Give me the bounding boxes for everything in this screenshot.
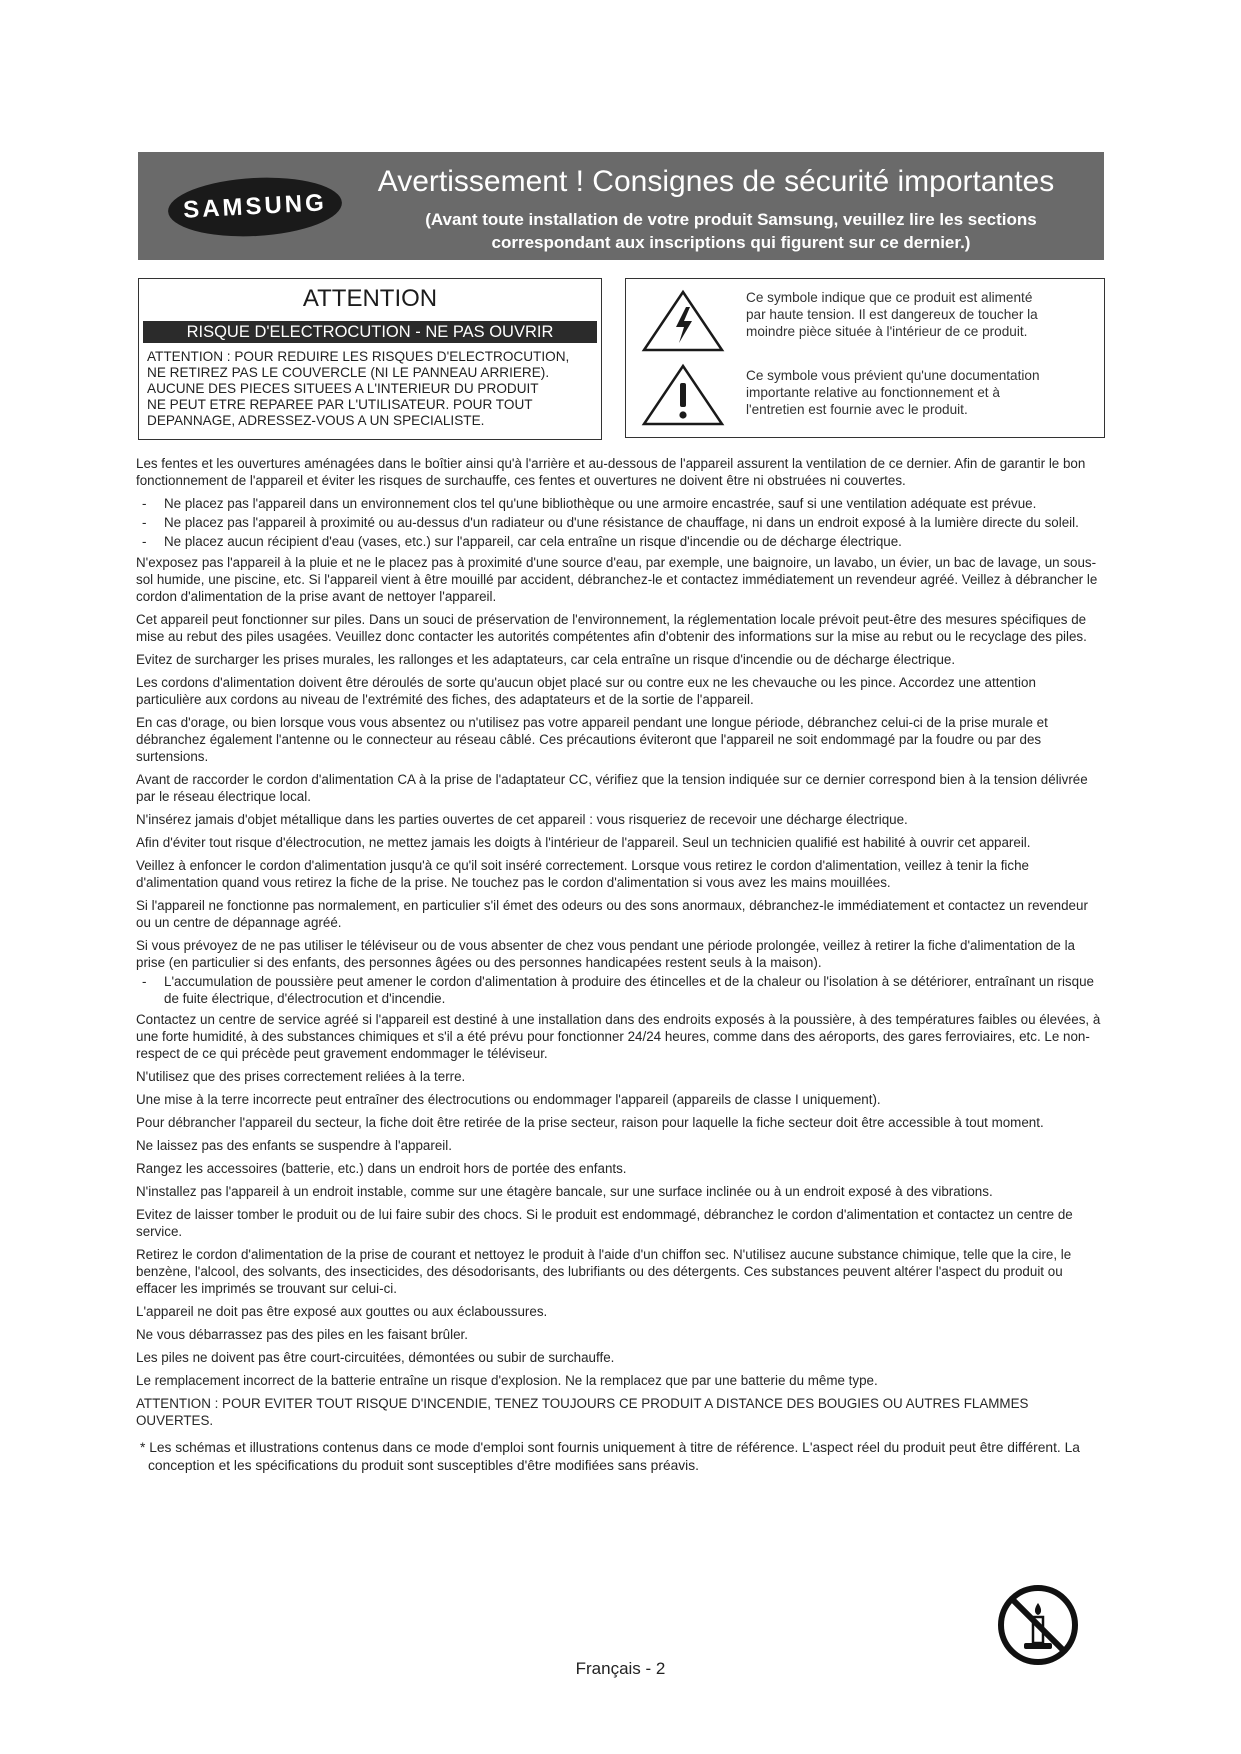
paragraph: Evitez de surcharger les prises murales, les rallonges et les adaptateurs, car cela entraîne un risque d'incendie ou de décharge électrique. xyxy=(136,652,956,667)
paragraph: N'utilisez que des prises correctement reliées à la terre. xyxy=(136,1069,466,1084)
paragraph: Afin d'éviter tout risque d'électrocution, ne mettez jamais les doigts à l'intérieur de l'appareil. Seul un technicien qualifié est habilité à ouvrir cet appareil. xyxy=(136,835,1031,850)
attention-text: ATTENTION : POUR REDUIRE LES RISQUES D'ELECTROCUTION, NE RETIREZ PAS LE COUVERCLE (NI LE PANNEAU ARRIERE). AUCUNE DES PIECES SITUEES A L'INTERIEUR DU PRODUIT NE PEUT ETRE REPAREE PAR L'UTILISATEUR. POUR TOUT DEPANNAGE, ADRESSEZ-VOUS A UN SPECIALISTE. xyxy=(147,349,570,428)
paragraph: En cas d'orage, ou bien lorsque vous vous absentez ou n'utilisez pas votre appareil pendant une longue période, débranchez celui-ci de la prise murale et débranchez également l'antenne ou le connecteur au réseau câblé. Ces précautions éviteront que l'appareil ne soit endommagé par la foudre ou par des surtensions. xyxy=(136,715,1048,764)
paragraph: Les fentes et les ouvertures aménagées dans le boîtier ainsi qu'à l'arrière et au-dessous de l'appareil assurent la ventilation de ce dernier. Afin de garantir le bon fonctionnement de l'appareil et éviter les risques de surchauffe, ces fentes et ouvertures ne doivent être ni obstruées ni couvertes. xyxy=(136,456,1086,488)
paragraph: Si l'appareil ne fonctionne pas normalement, en particulier s'il émet des odeurs ou des sons anormaux, débranchez-le immédiatement et contactez un revendeur ou un centre de dépannage agréé. xyxy=(136,898,1088,930)
attention-box xyxy=(138,278,602,440)
bullet-item: - Ne placez pas l'appareil à proximité ou au-dessus d'un radiateur ou d'une résistance de chauffage, ni dans un endroit exposé à la lumière directe du soleil. xyxy=(136,514,1104,531)
paragraph: Avant de raccorder le cordon d'alimentation CA à la prise de l'adaptateur CC, vérifiez que la tension indiquée sur ce dernier correspond bien à la tension délivrée par le réseau électrique local. xyxy=(136,772,1088,804)
page-subtitle xyxy=(378,208,1084,254)
subtitle-line-2: correspondant aux inscriptions qui figurent sur ce dernier.) xyxy=(491,233,971,252)
page-number: Français - 2 xyxy=(575,1659,666,1678)
subtitle-line-1: (Avant toute installation de votre produit Samsung, veuillez lire les sections xyxy=(425,210,1037,229)
logo-text: SAMSUNG xyxy=(182,189,328,224)
paragraph: L'appareil ne doit pas être exposé aux gouttes ou aux éclaboussures. xyxy=(136,1304,548,1319)
paragraph: Le remplacement incorrect de la batterie entraîne un risque d'explosion. Ne la remplacez que par une batterie du même type. xyxy=(136,1373,878,1388)
attention-title: ATTENTION xyxy=(302,285,438,312)
paragraph: Ne laissez pas des enfants se suspendre à l'appareil. xyxy=(136,1138,452,1153)
paragraph: Les piles ne doivent pas être court-circuitées, démontées ou subir de surchauffe. xyxy=(136,1350,615,1365)
paragraph: Veillez à enfoncer le cordon d'alimentation jusqu'à ce qu'il soit inséré correctement. Lorsque vous retirez le cordon d'alimentation, veillez à tenir la fiche d'alimentation quand vous retirez la fiche de la prise. Ne touchez pas le cordon d'alimentation si vous avez les mains mouillées. xyxy=(136,858,1030,890)
paragraph: Les cordons d'alimentation doivent être déroulés de sorte qu'aucun objet placé sur ou contre eux ne les chevauche ou les pince. Accordez une attention particulière aux cordons au niveau de l'extrémité des fiches, des adaptateurs et de la sortie de l'appareil. xyxy=(136,675,1036,707)
paragraph: Une mise à la terre incorrecte peut entraîner des électrocutions ou endommager l'appareil (appareils de classe I uniquement). xyxy=(136,1092,881,1107)
header-banner xyxy=(138,152,1104,260)
safety-instructions xyxy=(136,455,1104,1481)
paragraph: Ne vous débarrassez pas des piles en les faisant brûler. xyxy=(136,1327,468,1342)
no-candle-icon xyxy=(996,1583,1080,1667)
fire-warning: ATTENTION : POUR EVITER TOUT RISQUE D'INCENDIE, TENEZ TOUJOURS CE PRODUIT A DISTANCE DES BOUGIES OU AUTRES FLAMMES OUVERTES. xyxy=(136,1396,1029,1428)
page-title: Avertissement ! Consignes de sécurité importantes xyxy=(377,165,1055,198)
bullet-item: - L'accumulation de poussière peut amener le cordon d'alimentation à produire des étincelles et de la chaleur ou l'isolation à se détériorer, entraînant un risque de fuite électrique, d'électrocution et d'incendie. xyxy=(136,973,1104,1007)
bullet-item: - Ne placez aucun récipient d'eau (vases, etc.) sur l'appareil, car cela entraîne un risque d'incendie ou de décharge électrique. xyxy=(136,533,1104,550)
paragraph: Contactez un centre de service agréé si l'appareil est destiné à une installation dans des endroits exposés à la poussière, à des températures faibles ou élevées, à une forte humidité, à des substances chimiques et s'il a été prévu pour fonctionner 24/24 heures, comme dans des aéroports, des gares ferroviaires, etc. Le non-respect de ce qui précède peut gravement endommager le téléviseur. xyxy=(136,1012,1101,1061)
paragraph: N'insérez jamais d'objet métallique dans les parties ouvertes de cet appareil : vous risqueriez de recevoir une décharge électrique. xyxy=(136,812,908,827)
bullet-item: - Ne placez pas l'appareil dans un environnement clos tel qu'une bibliothèque ou une armoire encastrée, sauf si une ventilation adéquate est prévue. xyxy=(136,495,1104,512)
paragraph: Pour débrancher l'appareil du secteur, la fiche doit être retirée de la prise secteur, raison pour laquelle la fiche secteur doit être accessible à tout moment. xyxy=(136,1115,1044,1130)
paragraph: Retirez le cordon d'alimentation de la prise de courant et nettoyez le produit à l'aide d'un chiffon sec. N'utilisez aucune substance chimique, telle que la cire, le benzène, l'alcool, des solvants, des insecticides, des désodorisants, des lubrifiants ou des détergents. Ces substances peuvent altérer l'aspect du produit ou effacer les imprimés se trouvant sur celui-ci. xyxy=(136,1247,1072,1296)
high-voltage-warning-icon xyxy=(640,289,726,353)
paragraph: Si vous prévoyez de ne pas utiliser le téléviseur ou de vous absenter de chez vous pendant une période prolongée, veillez à retirer la fiche d'alimentation de la prise (en particulier si des enfants, des personnes âgées ou des personnes handicapées restent seuls à la maison). xyxy=(136,938,1075,970)
voltage-symbol-text: Ce symbole indique que ce produit est alimenté par haute tension. Il est dangereux de toucher la moindre pièce située à l'intérieur de ce produit. xyxy=(746,290,1038,339)
info-symbol-text: Ce symbole vous prévient qu'une documentation importante relative au fonctionnement et à l'entretien est fournie avec le produit. xyxy=(746,368,1040,417)
attention-bar: RISQUE D'ELECTROCUTION - NE PAS OUVRIR xyxy=(143,321,597,343)
symbols-box xyxy=(625,278,1105,438)
samsung-logo xyxy=(167,173,344,240)
exclamation-warning-icon xyxy=(640,363,726,427)
paragraph: N'exposez pas l'appareil à la pluie et ne le placez pas à proximité d'une source d'eau, par exemple, une baignoire, un lavabo, un évier, un bac de lavage, un sous-sol humide, une piscine, etc. Si l'appareil vient à être mouillé par accident, débranchez-le et contactez immédiatement un revendeur agréé. Veillez à débrancher le cordon d'alimentation de la prise avant de nettoyer l'appareil. xyxy=(136,555,1098,604)
paragraph: N'installez pas l'appareil à un endroit instable, comme sur une étagère bancale, sur une surface inclinée ou à un endroit exposé à des vibrations. xyxy=(136,1184,993,1199)
paragraph: Cet appareil peut fonctionner sur piles. Dans un souci de préservation de l'environnement, la réglementation locale prévoit peut-être des mesures spécifiques de mise au rebut des piles usagées. Veuillez donc contacter les autorités compétentes afin d'obtenir des informations sur la mise au rebut ou le recyclage des piles. xyxy=(136,612,1087,644)
paragraph: Rangez les accessoires (batterie, etc.) dans un endroit hors de portée des enfants. xyxy=(136,1161,627,1176)
reference-note: * Les schémas et illustrations contenus dans ce mode d'emploi sont fournis uniquement à titre de référence. L'aspect réel du produit peut être différent. La conception et les spécifications du produit sont susceptibles d'être modifiées sans préavis. xyxy=(140,1440,1080,1473)
paragraph: Evitez de laisser tomber le produit ou de lui faire subir des chocs. Si le produit est endommagé, débranchez le cordon d'alimentation et contactez un centre de service. xyxy=(136,1207,1073,1239)
